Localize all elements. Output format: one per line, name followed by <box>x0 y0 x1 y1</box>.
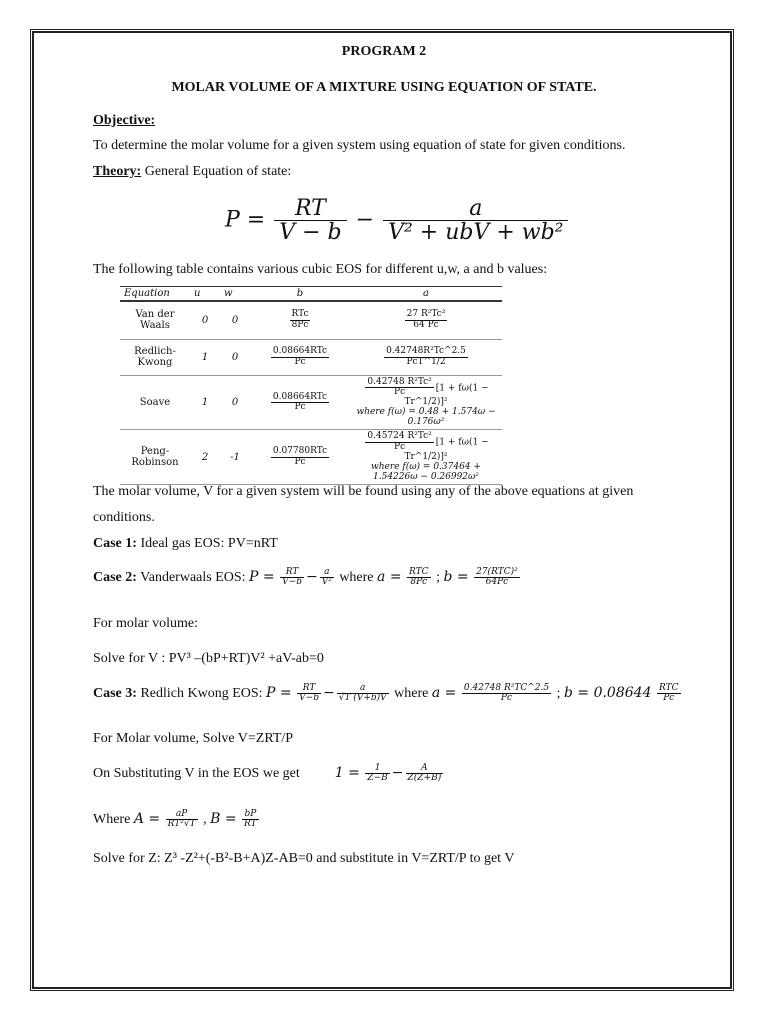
frac-den: Z(Z+B) <box>407 773 442 784</box>
eos-a-where: where f(ω) = 0.48 + 1.574ω − 0.176ω² <box>356 407 496 428</box>
frac-num: 27(RTC)² <box>476 567 518 577</box>
frac-den: PcT^1/2 <box>406 356 446 367</box>
general-eq-frac-1 <box>274 197 346 244</box>
case-3-where: where <box>390 686 432 702</box>
eos-w: 0 <box>220 339 250 375</box>
eos-a-tail: [1 + fω(1 − Tr^1/2)]² <box>404 382 489 408</box>
table-row <box>120 430 502 485</box>
case-3-b-lhs: b = 0.08644 <box>563 685 652 702</box>
eos-b <box>250 339 350 375</box>
molar-volume-zrt: For Molar volume, Solve V=ZRT/P <box>93 731 294 746</box>
theory-line <box>93 164 291 180</box>
case-1-label: Case 1: <box>93 536 137 551</box>
table-intro: The following table contains various cubic EOS for different u,w, a and b values: <box>93 262 548 277</box>
eos-a <box>350 339 502 375</box>
where-ab-b-lhs: B = <box>210 811 237 828</box>
case-2-a-frac <box>407 568 431 588</box>
eos-a-tail: [1 + fω(1 − Tr^1/2)]² <box>404 437 489 463</box>
theory-heading: Theory: <box>93 164 142 179</box>
molar-intro-line-2: conditions. <box>93 510 155 525</box>
frac-num: a <box>320 568 334 578</box>
frac-num: 0.08664RTc <box>272 391 328 402</box>
case-2-frac-1 <box>280 568 304 588</box>
where-ab-line <box>93 810 261 830</box>
case-3 <box>93 684 683 704</box>
substituting-minus: − <box>391 765 404 782</box>
frac-num: A <box>406 764 444 774</box>
general-eq-minus: − <box>355 207 375 233</box>
eos-w: 0 <box>220 301 250 339</box>
substituting-frac-1 <box>365 764 389 784</box>
substituting-text: On Substituting V in the EOS we get <box>93 766 300 782</box>
substituting-line <box>93 764 445 784</box>
objective-text: To determine the molar volume for a given system using equation of state for given conditions. <box>93 138 626 153</box>
case-3-a-lhs: a = <box>431 685 457 702</box>
case-3-eq-lhs: P = <box>266 685 292 702</box>
eos-b <box>250 375 350 430</box>
frac-den: V−b <box>282 577 302 588</box>
solve-for-z: Solve for Z: Z³ -Z²+(-B²-B+A)Z-AB=0 and substitute in V=ZRT/P to get V <box>93 851 515 866</box>
frac-den: RT²√T <box>167 819 196 830</box>
case-3-b-frac <box>657 684 681 704</box>
eos-u: 1 <box>190 339 220 375</box>
objective-heading: Objective: <box>93 113 156 128</box>
frac-den: V² + ubV + wb² <box>388 220 564 246</box>
frac-den: Pc <box>294 356 306 367</box>
eos-b <box>250 301 350 339</box>
frac-num: RT <box>274 197 346 221</box>
frac-num: RT <box>280 568 304 578</box>
frac-num: RTC <box>409 567 429 577</box>
eos-name: Van der Waals <box>120 301 190 339</box>
where-ab-sep: , <box>199 812 211 828</box>
frac-num: bP <box>242 810 259 820</box>
col-u: u <box>190 287 220 302</box>
frac-den: V−b <box>299 693 319 704</box>
table-row <box>120 301 502 339</box>
case-2-a-lhs: a = <box>377 569 402 586</box>
eos-name: Soave <box>120 375 190 430</box>
frac-num: RTc <box>291 309 309 320</box>
frac-den: Z−B <box>367 773 388 784</box>
frac-den: V² <box>321 577 332 588</box>
general-eq-frac-2 <box>383 197 568 244</box>
frac-num: 0.42748 R²TC^2.5 <box>463 683 550 693</box>
eos-b <box>250 430 350 485</box>
frac-num: 0.45724 R²Tc² <box>367 431 432 442</box>
table-row <box>120 339 502 375</box>
frac-num: 27 R²Tc² <box>406 309 446 320</box>
col-a: a <box>350 287 502 302</box>
case-3-sep: ; <box>553 686 564 702</box>
frac-num: 0.07780RTc <box>272 446 328 457</box>
program-heading: PROGRAM 2 <box>341 44 427 59</box>
frac-den: Pc <box>500 693 513 704</box>
eos-a <box>350 301 502 339</box>
frac-num: 0.08664RTc <box>272 346 328 357</box>
eos-name: Redlich-Kwong <box>120 339 190 375</box>
where-ab-a-lhs: A = <box>133 811 161 828</box>
eos-w: 0 <box>220 375 250 430</box>
case-2-label: Case 2: <box>93 570 137 586</box>
general-eq-lhs: P = <box>225 207 266 233</box>
case-1-text: Ideal gas EOS: PV=nRT <box>136 536 278 551</box>
frac-den: √T (V+b)V <box>338 693 387 704</box>
substituting-lhs: 1 = <box>334 765 360 782</box>
case-2-text: Vanderwaals EOS: <box>136 570 250 586</box>
frac-num: RTC <box>658 683 679 693</box>
col-b: b <box>250 287 350 302</box>
frac-den: 8Pc <box>410 577 428 588</box>
frac-den: Pc <box>294 456 306 467</box>
frac-num: a <box>337 684 389 694</box>
case-2-b-lhs: b = <box>443 569 469 586</box>
case-3-frac-2 <box>337 684 389 704</box>
document-title: MOLAR VOLUME OF A MIXTURE USING EQUATION OF STATE. <box>171 80 597 95</box>
eos-a <box>350 375 502 430</box>
frac-den: V − b <box>279 220 342 246</box>
eos-u: 1 <box>190 375 220 430</box>
frac-num: aP <box>166 810 198 820</box>
substituting-frac-2 <box>406 764 444 784</box>
case-2 <box>93 568 522 588</box>
case-1 <box>93 536 278 552</box>
frac-num: RT <box>297 684 321 694</box>
frac-den: Pc <box>294 401 306 412</box>
theory-text: General Equation of state: <box>141 164 292 179</box>
eos-u: 2 <box>190 430 220 485</box>
case-3-text: Redlich Kwong EOS: <box>136 686 267 702</box>
frac-den: Pc <box>394 386 406 397</box>
eos-a <box>350 430 502 485</box>
case-2-where: where <box>335 570 378 586</box>
molar-intro-line-1: The molar volume, V for a given system will be found using any of the above equations at given <box>93 484 634 499</box>
molar-volume-label: For molar volume: <box>93 616 198 631</box>
case-2-minus: − <box>305 569 318 586</box>
eos-a-where: where f(ω) = 0.37464 + 1.54226ω − 0.26992ω² <box>371 462 481 483</box>
case-3-a-frac <box>462 684 551 704</box>
eos-table-header <box>120 287 502 302</box>
where-ab-a-frac <box>166 810 198 830</box>
case-2-frac-2 <box>320 568 334 588</box>
frac-den: RT <box>244 819 257 830</box>
eos-u: 0 <box>190 301 220 339</box>
general-equation <box>225 197 570 244</box>
case-3-minus: − <box>322 685 335 702</box>
eos-w: -1 <box>220 430 250 485</box>
where-ab-b-frac <box>242 810 259 830</box>
frac-den: 8Pc <box>291 319 309 330</box>
frac-den: Pc <box>394 441 406 452</box>
frac-den: 64Pc <box>485 577 509 588</box>
frac-num: 0.42748 R²Tc² <box>367 376 432 387</box>
frac-num: 0.42748R²Tc^2.5 <box>386 346 466 357</box>
case-3-frac-1 <box>297 684 321 704</box>
case-2-eq-lhs: P = <box>249 569 275 586</box>
frac-num: a <box>383 197 568 221</box>
solve-for-v: Solve for V : PV³ –(bP+RT)V² +aV-ab=0 <box>93 651 324 666</box>
case-2-b-frac <box>474 568 520 588</box>
frac-den: Pc <box>663 693 675 704</box>
frac-num: 1 <box>365 764 389 774</box>
eos-table <box>120 286 502 483</box>
case-3-label: Case 3: <box>93 686 137 702</box>
col-w: w <box>220 287 250 302</box>
table-row <box>120 375 502 430</box>
where-ab-text: Where <box>93 812 134 828</box>
eos-name: Peng-Robinson <box>120 430 190 485</box>
case-2-sep: ; <box>432 570 444 586</box>
frac-den: 64 Pc <box>413 319 439 330</box>
col-equation: Equation <box>120 287 190 302</box>
